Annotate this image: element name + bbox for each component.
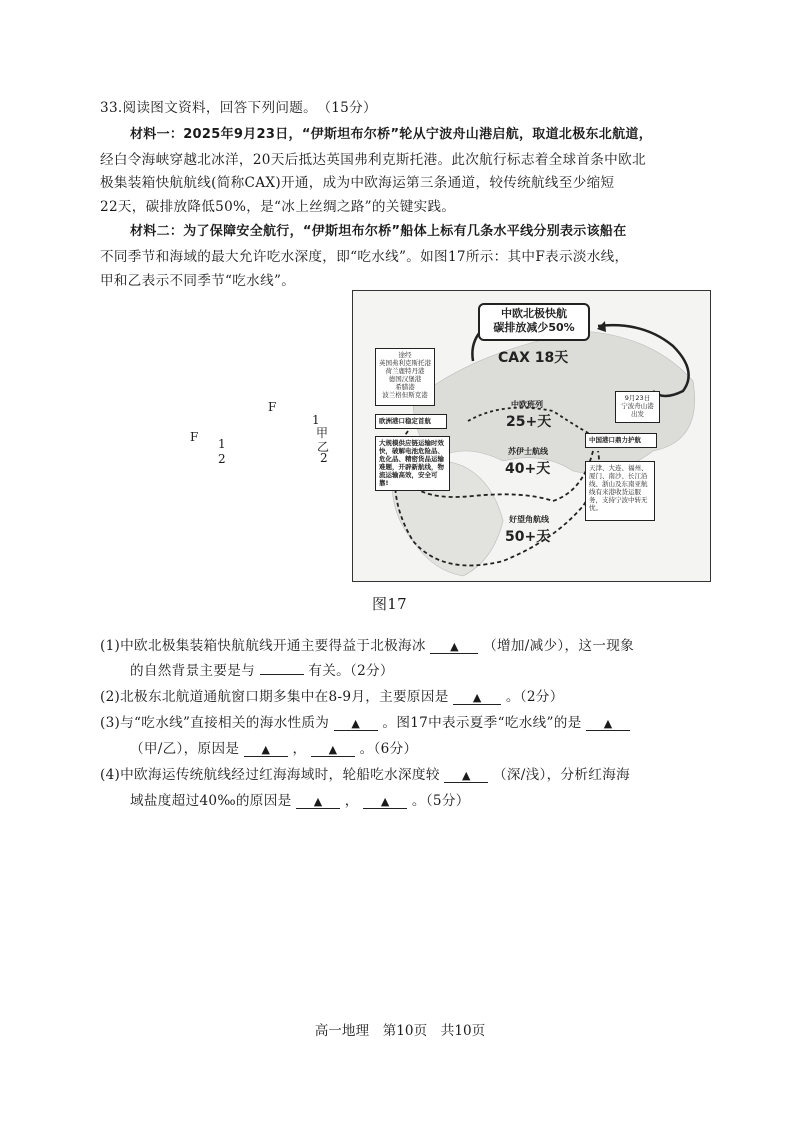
material1-line-2: 经白令海峡穿越北冰洋，20天后抵达英国弗利克斯托港。此次航行标志着全球首条中欧北: [100, 152, 646, 168]
mark-2-left: 2: [218, 452, 226, 466]
start-box-line: 出发: [631, 410, 644, 418]
rail-days: 25+天: [506, 414, 552, 430]
q1-text-d: 有关。（2分）: [308, 663, 394, 679]
q1-text-b: （增加/减少），这一现象: [483, 638, 634, 654]
q3-text-c: （甲/乙），原因是: [130, 741, 240, 757]
q4-text-a: (4)中欧海运传统航线经过红海海域时，轮船吃水深度较: [100, 767, 440, 783]
material2-line-1: 材料二：为了保障安全航行，“伊斯坦布尔桥”船体上标有几条水平线分别表示该船在: [130, 224, 627, 239]
sub-question-4-line-1: [100, 763, 630, 783]
q4-answer-blank-3[interactable]: ▲: [363, 795, 407, 809]
material1-line-4: 22天，碳排放降低50%，是“冰上丝绸之路”的关键实践。: [100, 199, 456, 215]
suez-days: 40+天: [505, 461, 551, 477]
cax-label: CAX 18天: [498, 350, 569, 366]
q3-text-e: 。（6分）: [359, 741, 418, 757]
material2-line-2: 不同季节和海域的最大允许吃水深度，即“吃水线”。如图17所示：其中F表示淡水线，: [100, 249, 629, 265]
q4-text-b: （深/浅），分析红海海: [492, 767, 630, 783]
route-map-figure: [352, 290, 711, 582]
material1-line-3: 极集装箱快航航线(简称CAX)开通，成为中欧海运第三条通道，较传统航线至少缩短: [100, 175, 615, 191]
start-box-line: 宁波舟山港: [621, 402, 654, 410]
q1-text-c: 的自然背景主要是与: [130, 663, 256, 679]
mark-2-right: 2: [320, 451, 328, 465]
route-box: [375, 348, 435, 406]
q4-answer-blank-2[interactable]: ▲: [296, 795, 340, 809]
q3-text-b: 。图17中表示夏季“吃水线”的是: [382, 715, 582, 731]
route-box-line: 德国汉堡港: [388, 375, 422, 383]
title-box: [478, 303, 590, 341]
route-box-line: 荷兰鹿特丹港: [385, 367, 425, 375]
question-header: 33.阅读图文资料，回答下列问题。 （15分）: [100, 100, 377, 116]
sub-question-1-line-2: [130, 659, 394, 679]
route-box-line: 英国弗利克斯托港: [379, 359, 431, 367]
mark-f-top: F: [268, 400, 277, 414]
suez-label: 苏伊士航线: [508, 447, 548, 456]
sub-question-1-line-1: [100, 634, 634, 654]
mark-yi: 乙: [317, 440, 330, 454]
figure-caption: 图17: [372, 595, 407, 613]
route-box-line: 希腊港: [395, 383, 415, 391]
cape-days: 50+天: [505, 529, 551, 545]
q4-answer-blank-1[interactable]: ▲: [444, 769, 488, 783]
mark-1-left: 1: [218, 437, 226, 451]
material2-line-3: 甲和乙表示不同季节“吃水线”。: [100, 273, 296, 289]
q2-text-b: 。（2分）: [505, 689, 564, 705]
q3-answer-blank-2[interactable]: ▲: [586, 717, 630, 731]
q1-answer-blank-2[interactable]: [260, 674, 304, 675]
china-box: 天津、大连、福州、厦门、南沙、长江沿线、浙山及东南亚航线有来港收货运服务，支持宁波中转无忧。: [585, 461, 655, 521]
sub-question-4-line-2: [130, 789, 470, 809]
mark-1-right: 1: [312, 413, 320, 427]
q4-text-e: 。（5分）: [411, 793, 470, 809]
q4-text-d: ，: [344, 793, 359, 809]
q3-text-d: ，: [292, 741, 307, 757]
sub-question-3-line-2: [130, 737, 417, 757]
sub-question-3-line-1: [100, 711, 630, 731]
q3-text-a: (3)与“吃水线”直接相关的海水性质为: [100, 715, 330, 731]
q1-text-a: (1)中欧北极集装箱快航航线开通主要得益于北极海冰: [100, 638, 426, 654]
q2-text-a: (2)北极东北航道通航窗口期多集中在8-9月，主要原因是: [100, 689, 449, 705]
title-box-line-1: 中欧北极快航: [501, 307, 567, 320]
q3-answer-blank-3[interactable]: ▲: [244, 743, 288, 757]
route-box-line: 途经: [398, 351, 412, 359]
material1-line-1: 材料一：2025年9月23日，“伊斯坦布尔桥”轮从宁波舟山港启航，取道北极东北航道，: [130, 127, 653, 142]
q2-answer-blank[interactable]: ▲: [453, 691, 501, 705]
mark-jia: 甲: [316, 426, 329, 440]
rail-label: 中欧班列: [511, 400, 543, 409]
mark-f-left: F: [190, 430, 199, 444]
q4-text-c: 域盐度超过40‰的原因是: [130, 793, 292, 809]
start-box-line: 9月23日: [624, 394, 651, 402]
q1-answer-blank-1[interactable]: ▲: [430, 640, 478, 654]
q3-answer-blank-4[interactable]: ▲: [311, 743, 355, 757]
sub-question-2-line-1: [100, 685, 564, 705]
europe-port-label: 欧洲港口稳定首航: [375, 414, 447, 429]
china-port-label: 中国港口鼎力护航: [585, 433, 657, 448]
europe-box: 大规模供应链运输时效快，破解电池危险品、危化品、精密货品运输难题，开辟新航线，物流运输高效，安全可靠!: [375, 436, 450, 491]
page-footer: 高一地理 第10页 共10页: [314, 1023, 486, 1039]
q3-answer-blank-1[interactable]: ▲: [334, 717, 378, 731]
start-box: [615, 391, 660, 423]
cape-label: 好望角航线: [509, 515, 549, 524]
title-box-line-2: 碳排放减少50%: [493, 321, 575, 334]
route-box-line: 波兰格但斯克港: [382, 391, 428, 399]
